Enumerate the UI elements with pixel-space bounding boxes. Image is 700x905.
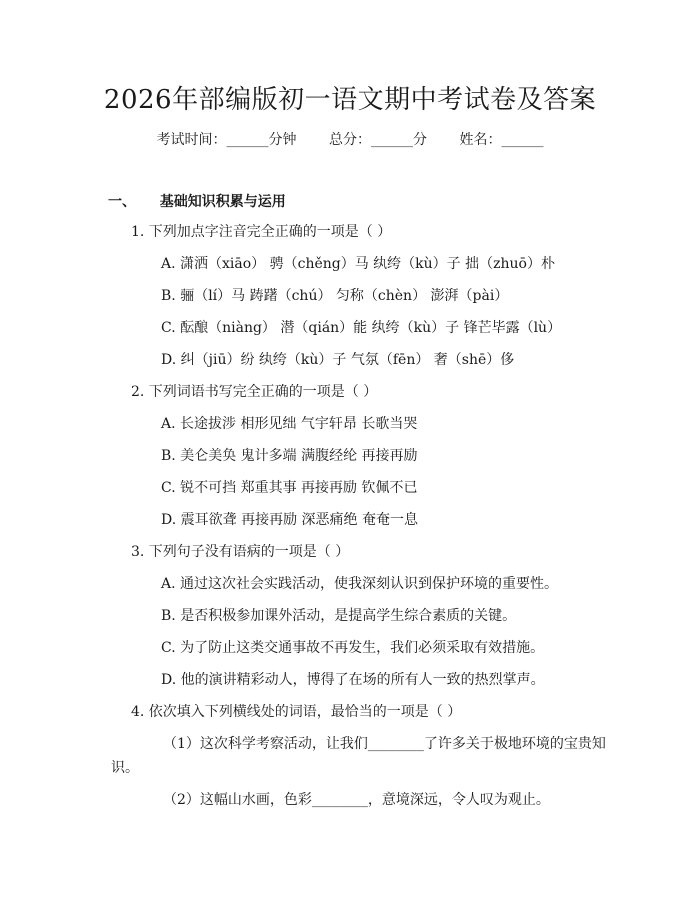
question-2-option-d: D. 震耳欲聋 再接再励 深恶痛绝 奄奄一息 (161, 512, 418, 528)
question-4-stem: 4. 依次填入下列横线处的词语，最恰当的一项是（ ） (131, 704, 462, 720)
section-number: 一、 (108, 194, 136, 210)
question-1-option-b: B. 骊（lí）马 踌躇（chú） 匀称（chèn） 澎湃（pài） (161, 288, 509, 304)
question-2-option-c: C. 锐不可挡 郑重其事 再接再励 钦佩不已 (161, 480, 418, 496)
exam-info-row (0, 128, 700, 152)
question-3-option-b: B. 是否积极参加课外活动，是提高学生综合素质的关键。 (161, 608, 517, 624)
question-4-sentence-1: （1）这次科学考察活动，让我们________了许多关于极地环境的宝贵知 (163, 736, 606, 752)
question-3-stem: 3. 下列句子没有语病的一项是（ ） (131, 544, 350, 560)
section-heading (108, 190, 286, 214)
question-3-option-c: C. 为了防止这类交通事故不再发生，我们必须采取有效措施。 (161, 640, 545, 656)
question-2-option-a: A. 长途拔涉 相形见绌 气宇轩昂 长歌当哭 (161, 416, 418, 432)
question-1-option-c: C. 酝酿（niàng） 潜（qián）能 纨绔（kù）子 锋芒毕露（lù） (161, 320, 562, 336)
total-score-field: 总分：______分 (329, 132, 427, 148)
exam-time-field: 考试时间：______分钟 (156, 132, 297, 148)
question-4-sentence-2: （2）这幅山水画，色彩________，意境深远，令人叹为观止。 (163, 792, 550, 808)
question-1-option-a: A. 潇洒（xiāo） 骋（chěng）马 纨绔（kù）子 拙（zhuō）朴 (161, 256, 555, 272)
question-2-stem: 2. 下列词语书写完全正确的一项是（ ） (131, 384, 378, 400)
question-3-option-a: A. 通过这次社会实践活动，使我深刻认识到保护环境的重要性。 (161, 576, 559, 592)
page-title: 2026年部编版初一语文期中考试卷及答案 (103, 85, 597, 115)
section-title: 基础知识积累与运用 (159, 194, 286, 210)
question-4-sentence-1-continued: 识。 (111, 760, 139, 776)
student-name-field: 姓名：______ (459, 132, 544, 148)
question-3-option-d: D. 他的演讲精彩动人，博得了在场的所有人一致的热烈掌声。 (161, 672, 545, 688)
question-1-stem: 1. 下列加点字注音完全正确的一项是（ ） (131, 224, 392, 240)
question-1-option-d: D. 纠（jiū）纷 纨绔（kù）子 气氛（fēn） 奢（shē）侈 (161, 352, 515, 368)
question-2-option-b: B. 美仑美奂 鬼计多端 满腹经纶 再接再励 (161, 448, 418, 464)
